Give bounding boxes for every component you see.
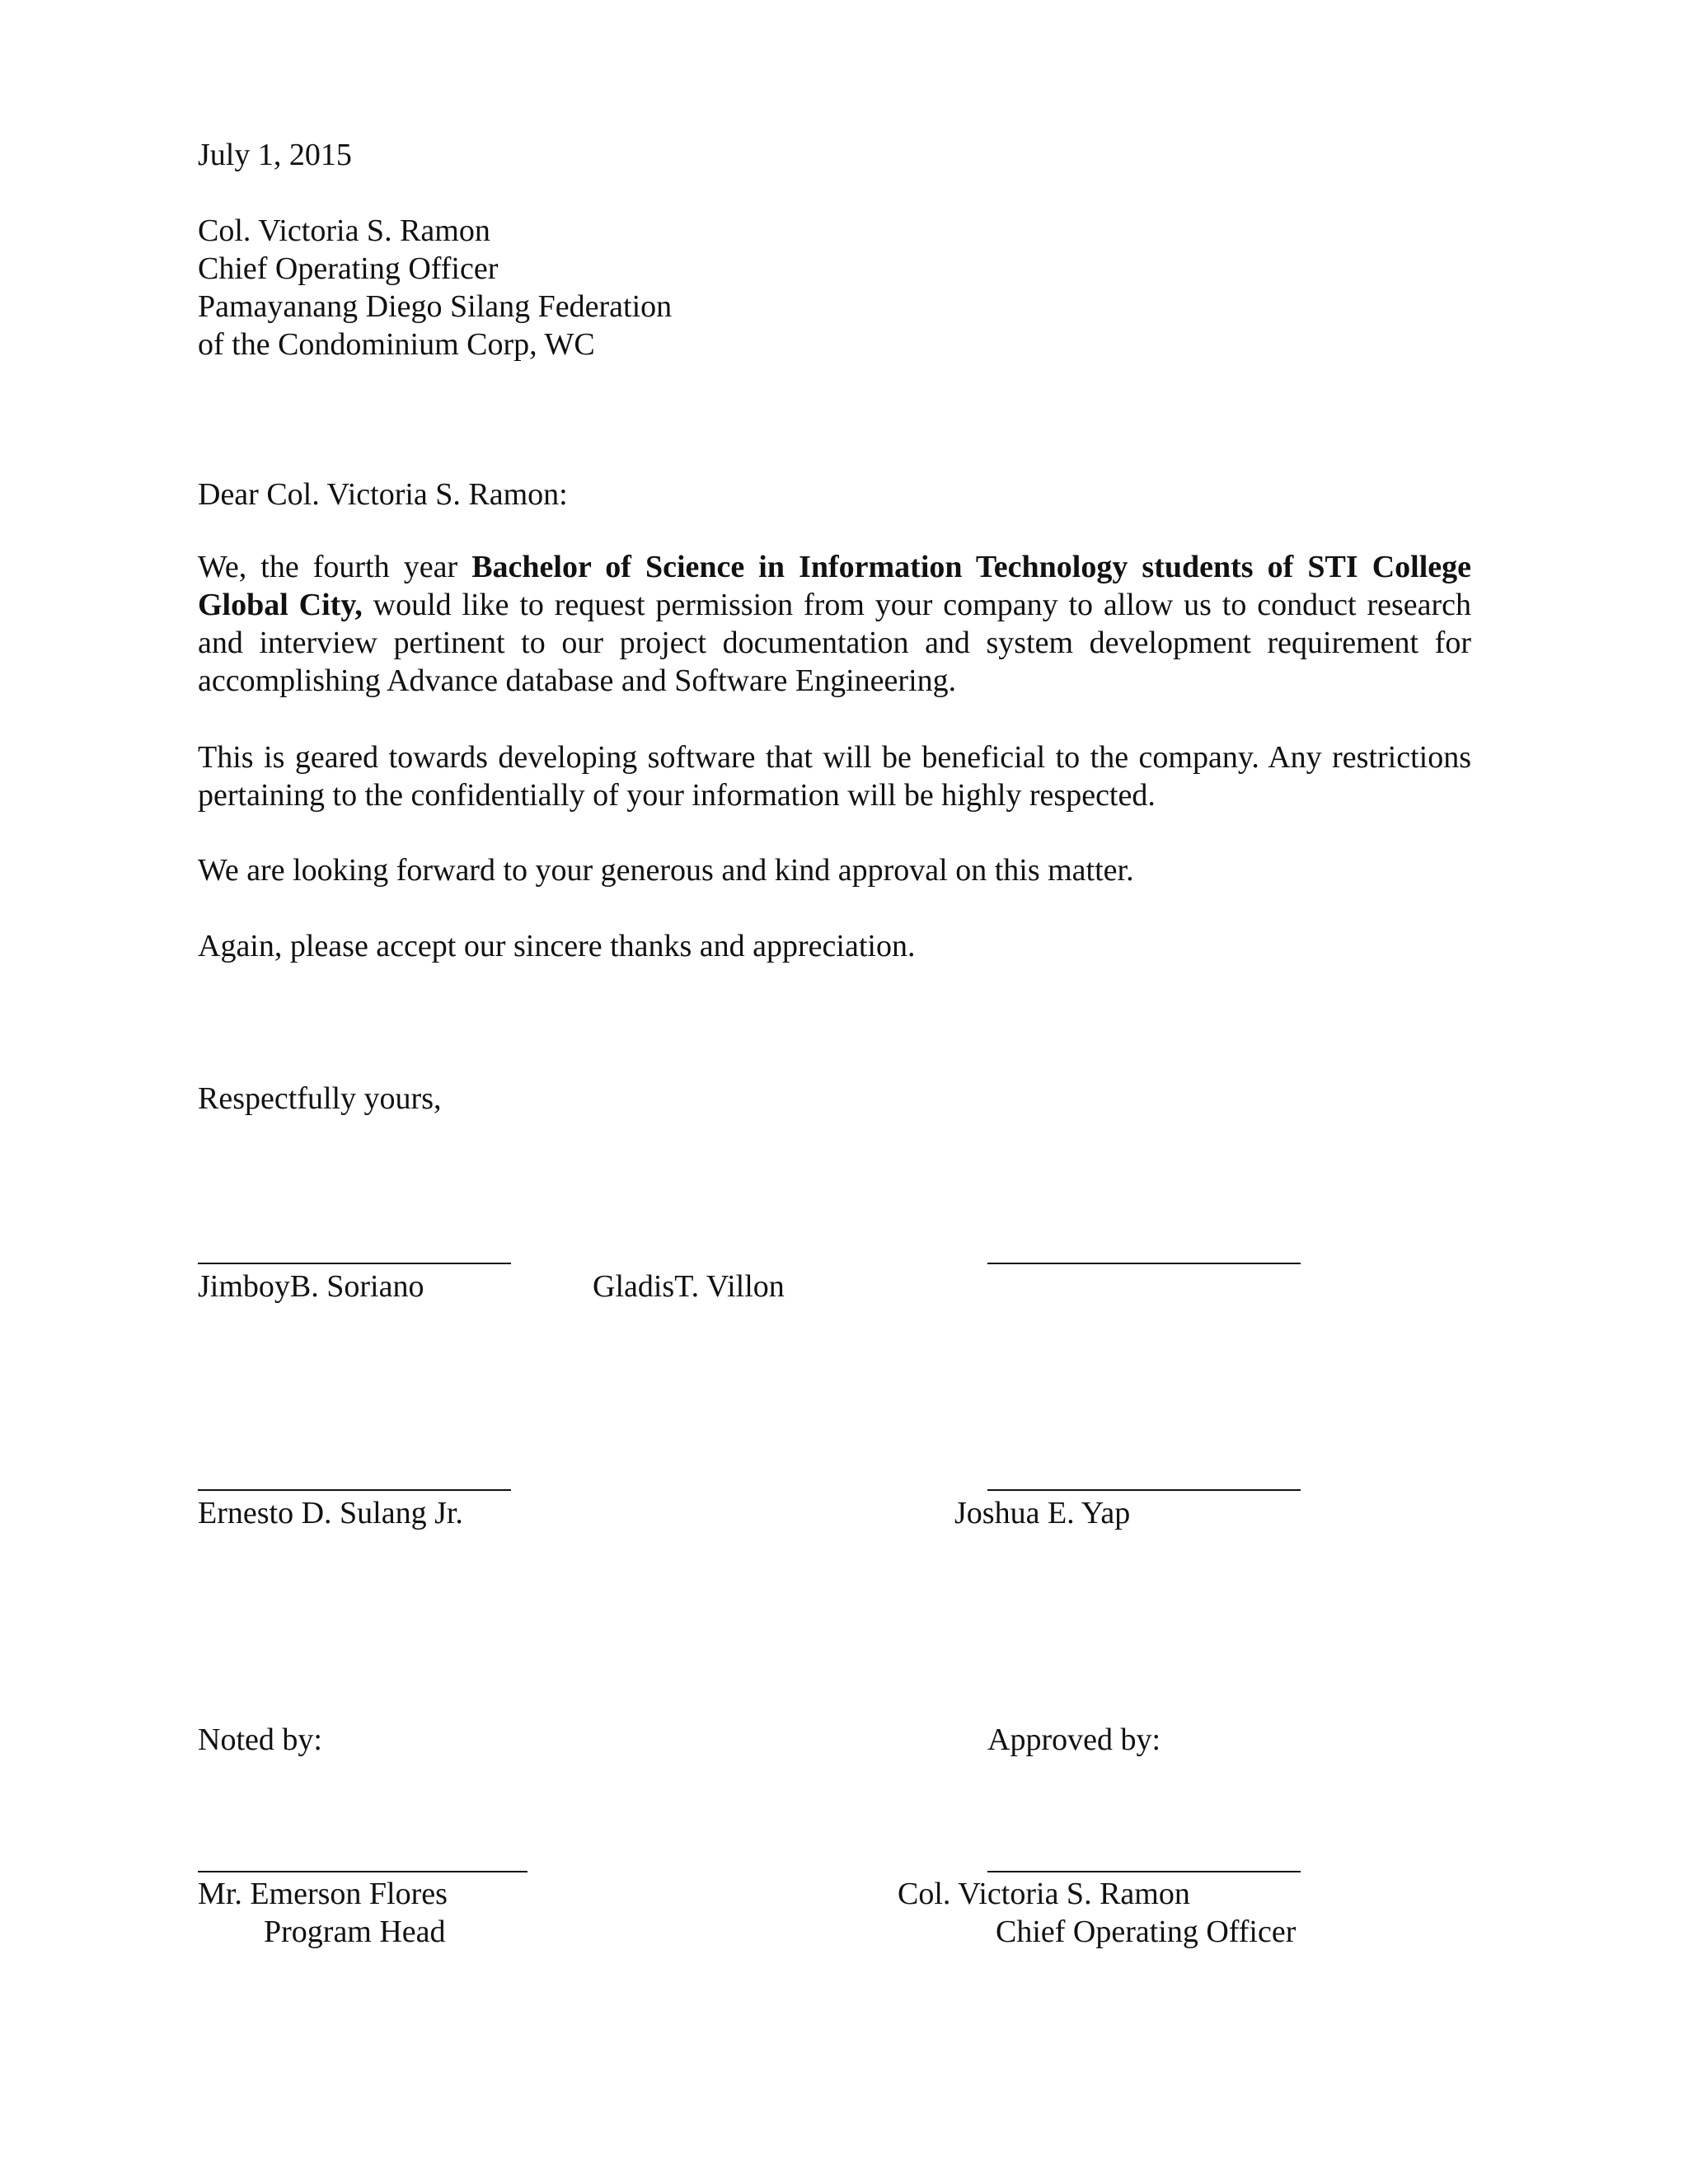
p1-bold: Bachelor of Science in Information Technology students of STI College Global City, xyxy=(198,550,1471,622)
noted-by-label: Noted by: xyxy=(198,1722,322,1757)
recipient-org-line2: of the Condominium Corp, WC xyxy=(198,327,595,362)
closing: Respectfully yours, xyxy=(198,1081,442,1116)
p1-start: We, the fourth year xyxy=(198,550,472,584)
approved-by-title: Chief Operating Officer xyxy=(996,1915,1296,1949)
p1-end: would like to request permission from your company to allow us to conduct research and interview pertinent to our project documentation and system development requirement for accomplishing Advance database and Software Engineering. xyxy=(198,588,1472,698)
signatory-name-1: JimboyB. Soriano xyxy=(198,1269,424,1304)
signatory-name-2: GladisT. Villon xyxy=(593,1269,785,1304)
salutation: Dear Col. Victoria S. Ramon: xyxy=(198,477,568,512)
body-paragraph-2: This is geared towards developing software that will be beneficial to the company. Any restrictions pertaining to the confidentially of your information will be highly respected. xyxy=(198,740,1471,813)
body-paragraph-1 xyxy=(198,548,1471,700)
approved-by-name: Col. Victoria S. Ramon xyxy=(898,1877,1190,1911)
recipient-org-line1: Pamayanang Diego Silang Federation xyxy=(198,289,673,324)
noted-by-title: Program Head xyxy=(264,1915,446,1949)
signatory-name-4: Joshua E. Yap xyxy=(954,1496,1131,1530)
signature-line xyxy=(198,1871,528,1872)
noted-by-name: Mr. Emerson Flores xyxy=(198,1877,448,1911)
signature-line xyxy=(987,1489,1301,1491)
approved-by-label: Approved by: xyxy=(987,1722,1161,1757)
letter-date: July 1, 2015 xyxy=(198,138,352,172)
body-paragraph-3: We are looking forward to your generous and kind approval on this matter. xyxy=(198,853,1134,888)
body-paragraph-4: Again, please accept our sincere thanks and appreciation. xyxy=(198,929,916,963)
signature-line xyxy=(198,1263,511,1264)
recipient-name: Col. Victoria S. Ramon xyxy=(198,213,490,248)
signatory-name-3: Ernesto D. Sulang Jr. xyxy=(198,1496,463,1530)
signature-line xyxy=(198,1489,511,1491)
recipient-title: Chief Operating Officer xyxy=(198,251,499,286)
signature-line xyxy=(987,1871,1301,1872)
signature-line xyxy=(987,1263,1301,1264)
